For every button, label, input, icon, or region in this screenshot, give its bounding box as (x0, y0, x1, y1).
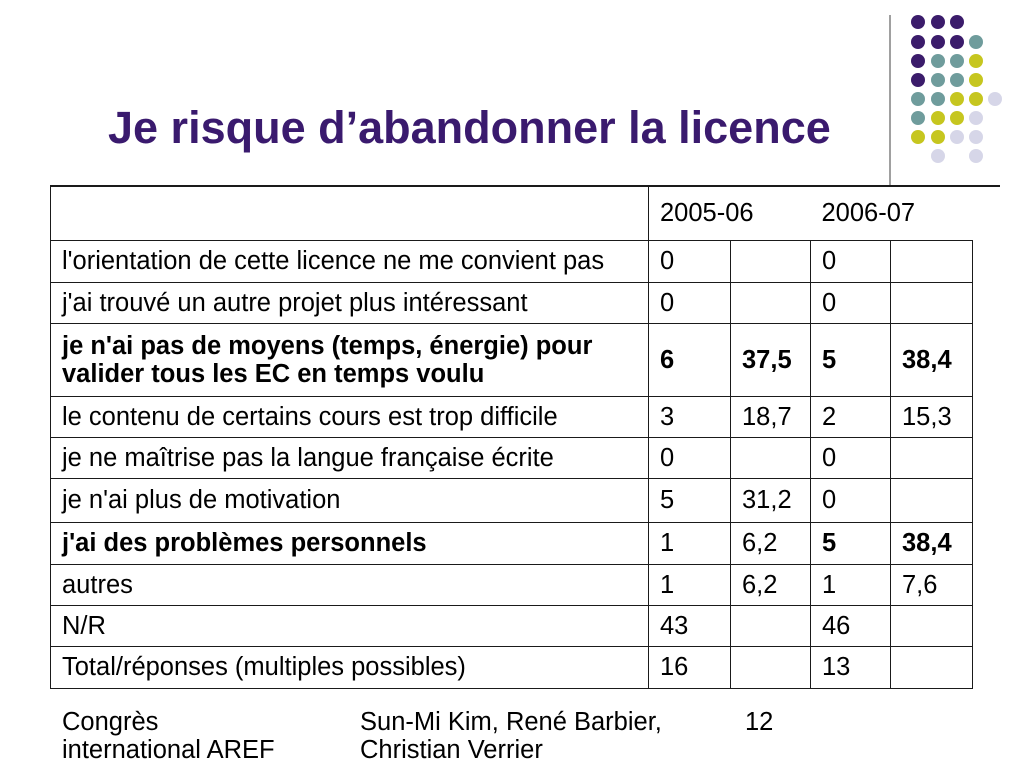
table-row (51, 240, 973, 282)
count-2006-07: 5 (811, 323, 891, 396)
count-2005-06: 6 (649, 323, 731, 396)
footer-event (62, 708, 275, 764)
decorative-dot (969, 73, 983, 87)
empty-cell (731, 437, 811, 478)
table-row (51, 437, 973, 478)
count-2006-07: 5 (811, 522, 891, 564)
table-row (51, 564, 973, 605)
count-2005-06: 0 (649, 240, 731, 282)
percent-2005-06: 6,2 (731, 564, 811, 605)
decorative-dot (969, 35, 983, 49)
decorative-dot (911, 15, 925, 29)
percent-2005-06: 18,7 (731, 396, 811, 437)
table-row (51, 323, 973, 396)
decorative-dot (911, 35, 925, 49)
row-label: je n'ai plus de motivation (51, 478, 649, 522)
decorative-dot (950, 111, 964, 125)
count-2006-07: 2 (811, 396, 891, 437)
row-label: N/R (51, 605, 649, 646)
decorative-dot (931, 111, 945, 125)
decorative-dot (950, 15, 964, 29)
page-number: 12 (745, 708, 774, 736)
table-row (51, 522, 973, 564)
results-table (50, 186, 973, 689)
row-label: je n'ai pas de moyens (temps, énergie) pour valider tous les EC en temps voulu (51, 323, 649, 396)
decorative-dot (931, 35, 945, 49)
decorative-dot (969, 54, 983, 68)
row-label: je ne maîtrise pas la langue française écrite (51, 437, 649, 478)
decorative-dot (931, 92, 945, 106)
count-2006-07: 13 (811, 646, 891, 688)
percent-2005-06: 31,2 (731, 478, 811, 522)
count-2005-06: 3 (649, 396, 731, 437)
percent-2006-07: 15,3 (891, 396, 973, 437)
title-divider-vertical (889, 15, 891, 186)
decorative-dot (950, 130, 964, 144)
decorative-dot (969, 92, 983, 106)
count-2006-07: 0 (811, 240, 891, 282)
count-2005-06: 16 (649, 646, 731, 688)
decorative-dot (931, 54, 945, 68)
count-2005-06: 1 (649, 522, 731, 564)
table-header-row (51, 186, 973, 240)
header-year-2006-07: 2006-07 (811, 186, 973, 240)
percent-2006-07: 7,6 (891, 564, 973, 605)
row-label: Total/réponses (multiples possibles) (51, 646, 649, 688)
footer-authors-line: Sun-Mi Kim, René Barbier, (360, 708, 662, 736)
decorative-dot (950, 73, 964, 87)
empty-cell (891, 478, 973, 522)
decorative-dot (988, 92, 1002, 106)
footer-authors-line: Christian Verrier (360, 736, 543, 764)
row-label: j'ai des problèmes personnels (51, 522, 649, 564)
decorative-dot (969, 149, 983, 163)
count-2005-06: 1 (649, 564, 731, 605)
decorative-dot (931, 15, 945, 29)
decorative-dot (950, 92, 964, 106)
empty-cell (731, 240, 811, 282)
empty-cell (891, 240, 973, 282)
count-2005-06: 5 (649, 478, 731, 522)
percent-2005-06: 37,5 (731, 323, 811, 396)
decorative-dot (969, 130, 983, 144)
empty-cell (731, 605, 811, 646)
footer-authors (360, 708, 662, 764)
empty-cell (891, 437, 973, 478)
row-label: l'orientation de cette licence ne me convient pas (51, 240, 649, 282)
decorative-dot (950, 35, 964, 49)
table-row (51, 282, 973, 323)
slide-title: Je risque d’abandonner la licence (108, 102, 831, 153)
empty-cell (891, 282, 973, 323)
percent-2006-07: 38,4 (891, 323, 973, 396)
footer-event-line: Congrès (62, 708, 159, 736)
table-row (51, 478, 973, 522)
row-label: autres (51, 564, 649, 605)
table-row (51, 396, 973, 437)
percent-2006-07: 38,4 (891, 522, 973, 564)
table-row (51, 646, 973, 688)
percent-2005-06: 6,2 (731, 522, 811, 564)
count-2005-06: 0 (649, 437, 731, 478)
count-2006-07: 0 (811, 437, 891, 478)
decorative-dot (931, 73, 945, 87)
decorative-dot (969, 111, 983, 125)
decorative-dot (911, 92, 925, 106)
count-2005-06: 0 (649, 282, 731, 323)
decorative-dot (931, 149, 945, 163)
header-year-2005-06: 2005-06 (649, 186, 811, 240)
count-2006-07: 46 (811, 605, 891, 646)
decorative-dot (911, 130, 925, 144)
empty-cell (891, 605, 973, 646)
footer-event-line: international AREF (62, 736, 275, 764)
count-2005-06: 43 (649, 605, 731, 646)
decorative-dot (931, 130, 945, 144)
empty-cell (731, 282, 811, 323)
count-2006-07: 0 (811, 282, 891, 323)
table-row (51, 605, 973, 646)
decorative-dot (911, 54, 925, 68)
decorative-dot (911, 111, 925, 125)
title-divider-horizontal (50, 185, 1000, 187)
header-label-cell (51, 186, 649, 240)
empty-cell (891, 646, 973, 688)
count-2006-07: 1 (811, 564, 891, 605)
row-label: j'ai trouvé un autre projet plus intéressant (51, 282, 649, 323)
decorative-dot (950, 54, 964, 68)
decorative-dot (911, 73, 925, 87)
count-2006-07: 0 (811, 478, 891, 522)
empty-cell (731, 646, 811, 688)
row-label: le contenu de certains cours est trop difficile (51, 396, 649, 437)
